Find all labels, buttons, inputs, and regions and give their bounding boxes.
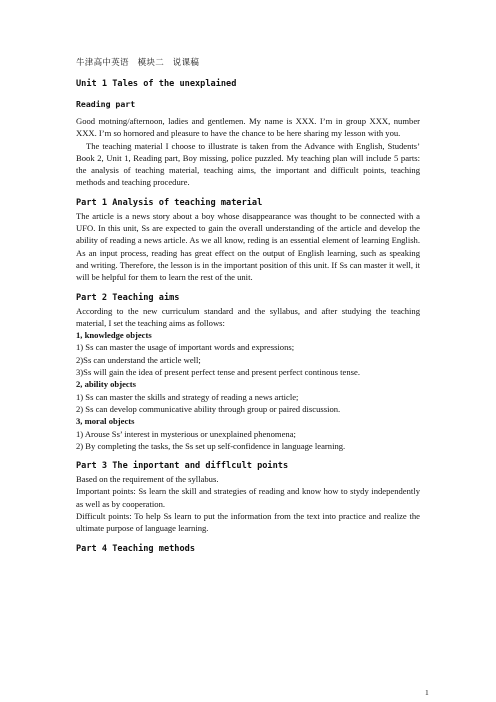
document-page — [76, 56, 420, 556]
knowledge-item: 2)Ss can understand the article well; — [76, 354, 201, 365]
knowledge-objects-heading: 1, knowledge objects — [76, 330, 152, 341]
ability-item: 1) Ss can master the skills and strategy of reading a news article; — [76, 391, 299, 402]
document-header: 牛津高中英语 模块二 说课稿 — [76, 58, 200, 68]
ability-item: 2) Ss can develop communicative ability through group or paired discussion. — [76, 403, 341, 414]
moral-objects-heading: 3, moral objects — [76, 416, 135, 427]
part3-line: Based on the requirement of the syllabus. — [76, 474, 219, 485]
part2-heading: Part 2 Teaching aims — [76, 292, 180, 303]
unit-title: Unit 1 Tales of the unexplained — [76, 79, 237, 89]
part1-heading: Part 1 Analysis of teaching material — [76, 197, 263, 208]
important-points: Important points: Ss learn the skill and strategies of reading and know how to stydy independently as well as by cooperation. — [76, 486, 420, 509]
part4-heading: Part 4 Teaching methods — [76, 543, 195, 554]
difficult-points: Difficult points: To help Ss learn to put the information from the text into practice and realize the ultimate purpose of language learning. — [76, 511, 420, 534]
part1-text: The article is a news story about a boy whose disappearance was thought to be connected with a UFO. In this unit, Ss are expected to gain the overall understanding of the article and develop the ability of reading a news article. As we all know, reding is an essential element of learning English. As an input process, reading has great effect on the output of English learning, such as speaking and writing. Therefore, the lesson is in the important position of this unit. If Ss can master it well, it will be helpful for them to learn the rest of the unit. — [76, 210, 420, 283]
ability-objects-heading: 2, ability objects — [76, 379, 136, 390]
moral-item: 1) Arouse Ss’ interest in mysterious or unexplained phenomena; — [76, 428, 296, 439]
reading-part-heading: Reading part — [76, 99, 136, 109]
knowledge-item: 1) Ss can master the usage of important words and expressions; — [76, 342, 295, 353]
page-number: 1 — [425, 688, 429, 697]
intro-paragraph-2: The teaching material I choose to illustrate is taken from the Advance with English, Students’ Book 2, Unit 1, Reading part, Boy missing, police puzzled. My teaching plan will include 5 parts: the analysis of teaching material, teaching aims, the important and difficult points, teaching methods and teaching procedure. — [76, 140, 420, 188]
knowledge-item: 3)Ss will gain the idea of present perfect tense and present perfect continous tense. — [76, 367, 360, 378]
moral-item: 2) By completing the tasks, the Ss set up self-confidence in language learning. — [76, 440, 346, 451]
part2-intro: According to the new curriculum standard and the syllabus, and after studying the teaching material, I set the teaching aims as follows: — [76, 305, 420, 328]
intro-paragraph-1: Good motning/afternoon, ladies and gentlemen. My name is XXX. I’m in group XXX, number XXX. I’m so hornored and pleasure to have the chance to be here sharing my lesson with you. — [76, 116, 420, 139]
part3-heading: Part 3 The inportant and difflcult points — [76, 461, 289, 472]
